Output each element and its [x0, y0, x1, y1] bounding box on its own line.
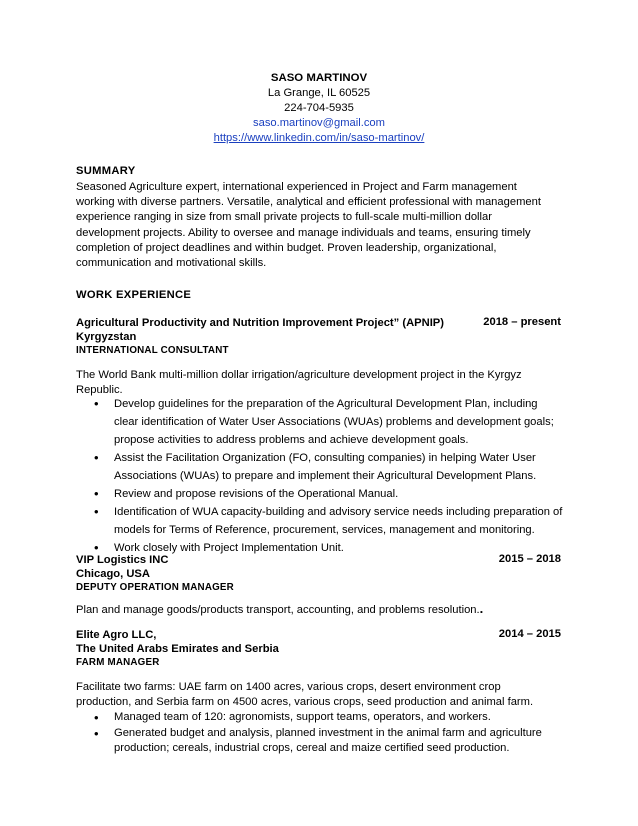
job-dates: 2014 – 2015 — [498, 628, 561, 640]
job-description — [76, 601, 566, 618]
email-wrapper — [0, 116, 638, 131]
job-role: INTERNATIONAL CONSULTANT — [76, 345, 229, 356]
list-item: • Assist the Facilitation Organization (FO, consulting companies) in helping Water User Associations (WUAs) to prepare and implement their Agricultural Development Plans. — [92, 449, 564, 485]
job-location: Chicago, USA — [76, 568, 150, 580]
job-dates: 2015 – 2018 — [498, 553, 561, 565]
job-role: DEPUTY OPERATION MANAGER — [76, 582, 234, 593]
job-title: VIP Logistics INC — [76, 554, 169, 566]
summary-line: experience ranging in size from small private projects to full-scale multi-million dollar — [76, 211, 492, 224]
description-line: Facilitate two farms: UAE farm on 1400 acres, various crops, desert environment crop — [76, 681, 501, 693]
list-item: • Identification of WUA capacity-building and advisory service needs including preparation of models for Terms of Reference, procurement, services, management and monitoring. — [92, 503, 564, 539]
phone: 224-704-5935 — [284, 102, 354, 114]
list-item: • Review and propose revisions of the Operational Manual. — [92, 485, 564, 503]
summary-line: completion of project deadlines and within budget. Proven leadership, organizational, — [76, 241, 497, 254]
summary-line: Seasoned Agriculture expert, international experienced in Project and Farm management — [76, 181, 517, 193]
summary-line: development projects. Ability to oversee and manage individuals and teams, ensuring timely — [76, 226, 531, 239]
job-bullet-list — [92, 395, 564, 557]
job-description — [76, 368, 566, 398]
summary-heading: SUMMARY — [76, 165, 136, 177]
job-title: Agricultural Productivity and Nutrition Improvement Project” (APNIP) — [76, 317, 444, 329]
job-location: The United Arabs Emirates and Serbia — [76, 643, 279, 655]
job-dates: 2018 – present — [483, 316, 561, 328]
location: La Grange, IL 60525 — [267, 87, 371, 99]
linkedin-wrapper — [0, 131, 638, 146]
description-line: Republic. — [76, 384, 123, 397]
description-end: . — [479, 601, 484, 616]
email-link[interactable]: saso.martinov@gmail.com — [253, 117, 385, 129]
list-item: • Generated budget and analysis, planned investment in the animal farm and agriculture production; cereals, industrial crops, cereal and maize certified seed production. — [92, 726, 564, 757]
summary-line: working with diverse partners. Versatile, analytical and efficient professional with management — [76, 196, 541, 209]
job-location: Kyrgyzstan — [76, 331, 137, 343]
work-heading: WORK EXPERIENCE — [76, 289, 192, 301]
job-bullet-list — [92, 710, 564, 757]
description-line: Plan and manage goods/products transport, accounting, and problems resolution. — [76, 604, 480, 616]
job-role: FARM MANAGER — [76, 657, 160, 668]
list-item: • Work closely with Project Implementation Unit. — [92, 539, 564, 557]
list-item: • Develop guidelines for the preparation of the Agricultural Development Plan, including clear identification of Water User Associations (WUAs) problems and development goals; propose activities to address problems and achieve development goals. — [92, 395, 564, 449]
summary-line: communication and motivational skills. — [76, 257, 267, 270]
linkedin-link[interactable]: https://www.linkedin.com/in/saso-martinov/ — [213, 132, 425, 144]
job-title: Elite Agro LLC, — [76, 629, 157, 641]
description-line: The World Bank multi-million dollar irrigation/agriculture development project in the Kyrgyz — [76, 369, 522, 381]
summary-text — [76, 180, 566, 271]
job-description — [76, 680, 566, 710]
candidate-name: SASO MARTINOV — [270, 72, 368, 84]
list-item: • Managed team of 120: agronomists, support teams, operators, and workers. — [92, 710, 564, 726]
description-line: production, and Serbia farm on 4500 acres, various crops, seed production and animal farm. — [76, 696, 534, 709]
